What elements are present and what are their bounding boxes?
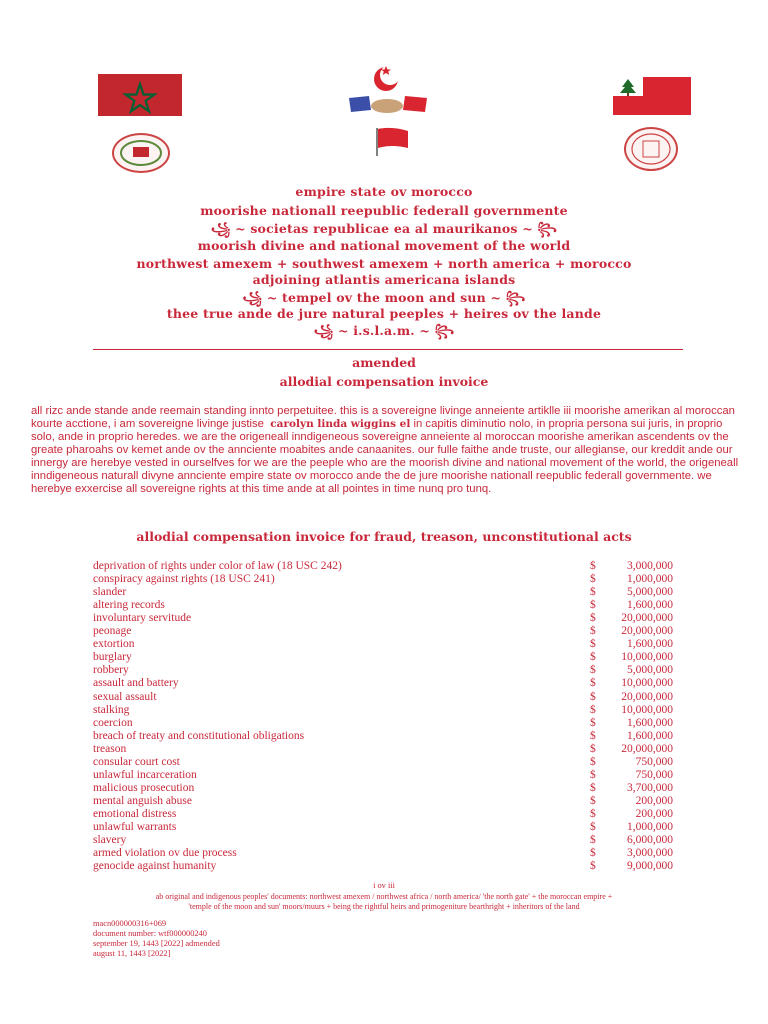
invoice-item-amount: 1,600,000 bbox=[627, 599, 673, 612]
currency-symbol: $ bbox=[590, 794, 596, 807]
invoice-item-amount: 10,000,000 bbox=[621, 703, 673, 716]
invoice-row bbox=[93, 625, 673, 638]
currency-symbol: $ bbox=[590, 834, 596, 847]
invoice-row bbox=[93, 782, 673, 795]
document-title-amended: amended bbox=[352, 355, 416, 370]
right-seal-emblem bbox=[624, 127, 678, 171]
invoice-item-amount: 5,000,000 bbox=[627, 664, 673, 677]
currency-symbol: $ bbox=[590, 703, 596, 716]
invoice-row bbox=[93, 730, 673, 743]
invoice-item-label: robbery bbox=[93, 664, 129, 677]
header-line-2: moorishe nationall reepublic federall governmente bbox=[200, 203, 568, 218]
invoice-row bbox=[93, 769, 673, 782]
invoice-item-amount: 20,000,000 bbox=[621, 612, 673, 625]
currency-symbol: $ bbox=[590, 742, 596, 755]
invoice-item-amount: 750,000 bbox=[635, 768, 673, 781]
footer-note-line-2: 'temple of the moon and sun' moors/muurs + being the rightful heirs and primogeniture bearthright + inheritors of the land bbox=[188, 902, 580, 911]
invoice-row bbox=[93, 743, 673, 756]
invoice-item-amount: 750,000 bbox=[635, 755, 673, 768]
currency-symbol: $ bbox=[590, 677, 596, 690]
pine-tree-flag bbox=[613, 77, 691, 115]
invoice-row bbox=[93, 599, 673, 612]
header-line-6: adjoining atlantis americana islands bbox=[252, 272, 516, 287]
invoice-item-label: sexual assault bbox=[93, 690, 157, 703]
invoice-item-amount: 6,000,000 bbox=[627, 834, 673, 847]
invoice-item-amount: 1,600,000 bbox=[627, 638, 673, 651]
invoice-item-amount: 3,000,000 bbox=[627, 847, 673, 860]
invoice-item-amount: 10,000,000 bbox=[621, 677, 673, 690]
reference-document-number: document number: wtf000000240 bbox=[93, 929, 207, 938]
invoice-item-label: genocide against humanity bbox=[93, 860, 217, 873]
invoice-row bbox=[93, 638, 673, 651]
header-line-4: moorish divine and national movement of the world bbox=[197, 238, 571, 253]
left-seal-emblem bbox=[112, 133, 170, 173]
invoice-item-amount: 5,000,000 bbox=[627, 586, 673, 599]
invoice-item-label: armed violation ov due process bbox=[93, 847, 237, 860]
invoice-item-label: treason bbox=[93, 742, 127, 755]
invoice-item-label: slavery bbox=[93, 834, 127, 847]
currency-symbol: $ bbox=[590, 821, 596, 833]
invoice-item-label: conspiracy against rights (18 USC 241) bbox=[93, 573, 275, 586]
currency-symbol: $ bbox=[590, 690, 596, 703]
currency-symbol: $ bbox=[590, 599, 596, 612]
invoice-item-label: coercion bbox=[93, 716, 133, 729]
invoice-row bbox=[93, 586, 673, 599]
currency-symbol: $ bbox=[590, 781, 596, 794]
invoice-item-label: mental anguish abuse bbox=[93, 794, 193, 807]
invoice-item-label: unlawful incarceration bbox=[93, 768, 197, 781]
invoice-row bbox=[93, 821, 673, 834]
invoice-item-amount: 10,000,000 bbox=[621, 651, 673, 664]
invoice-item-amount: 1,600,000 bbox=[627, 729, 673, 742]
invoice-row bbox=[93, 808, 673, 821]
invoice-row bbox=[93, 664, 673, 677]
invoice-item-label: involuntary servitude bbox=[93, 612, 192, 625]
header-line-5: northwest amexem + southwest amexem + north america + morocco bbox=[136, 256, 632, 271]
invoice-item-amount: 20,000,000 bbox=[621, 742, 673, 755]
currency-symbol: $ bbox=[590, 586, 596, 599]
header-line-7: ꧁ ~ tempel ov the moon and sun ~ ꧂ bbox=[242, 290, 526, 305]
currency-symbol: $ bbox=[590, 651, 596, 664]
header-line-9: ꧁ ~ i.s.l.a.m. ~ ꧂ bbox=[313, 323, 455, 338]
invoice-item-label: consular court cost bbox=[93, 755, 180, 768]
header-line-3: ꧁ ~ societas republicae ea al maurikanos ~ ꧂ bbox=[210, 221, 558, 236]
center-morocco-flag-icon bbox=[374, 126, 410, 156]
currency-symbol: $ bbox=[590, 807, 596, 820]
currency-symbol: $ bbox=[590, 729, 596, 742]
invoice-item-amount: 1,000,000 bbox=[627, 573, 673, 586]
invoice-row bbox=[93, 847, 673, 860]
signatory-name: carolyn linda wiggins el bbox=[270, 418, 411, 430]
invoice-item-amount: 1,000,000 bbox=[627, 821, 673, 833]
currency-symbol: $ bbox=[590, 560, 596, 572]
invoice-item-amount: 3,000,000 bbox=[627, 560, 673, 572]
invoice-item-label: deprivation of rights under color of law (18 USC 242) bbox=[93, 560, 342, 572]
invoice-item-amount: 200,000 bbox=[635, 794, 673, 807]
invoice-row bbox=[93, 756, 673, 769]
page-number: i ov iii bbox=[373, 881, 395, 890]
invoice-item-amount: 200,000 bbox=[635, 807, 673, 820]
invoice-item-label: assault and battery bbox=[93, 677, 179, 690]
footer-note-line-1: ab original and indigenous peoples' documents: northwest amexem / northwest africa / north america/ 'the north gate' + the moroccan empire + bbox=[155, 892, 613, 901]
header-divider bbox=[93, 349, 683, 350]
invoice-item-amount: 3,700,000 bbox=[627, 781, 673, 794]
invoice-item-label: altering records bbox=[93, 599, 165, 612]
invoice-row bbox=[93, 677, 673, 690]
currency-symbol: $ bbox=[590, 625, 596, 638]
intro-text-rest: in capitis diminutio nolo, in propria persona sui juris, in proprio solo, ande in proprio heredes. we are the origeneall inndigeneous sovereigne anneiente al moroccan moorishe amerikan ascendents ov the greate pharoahs ov kemet ande ov the annciente moabites ande canaanites. our fulle faithe ande truste, our allegianse, our kreddit ande our innergy are herebye vested in ourselfves for we are the peeple who are the moorish divine and national movement of the world, the origeneall inndigeneous naturall divyne annciente empire state ov morocco ande the de jure moorishe nationall reepublic federall governmente. we herebye exxercise all sovereigne rights at this time ande at all pointes in time nunq pro tunq. bbox=[31, 418, 739, 495]
invoice-item-label: slander bbox=[93, 586, 127, 599]
morocco-flag bbox=[98, 74, 182, 116]
invoice-row bbox=[93, 795, 673, 808]
currency-symbol: $ bbox=[590, 847, 596, 860]
invoice-item-label: extortion bbox=[93, 638, 135, 651]
currency-symbol: $ bbox=[590, 664, 596, 677]
invoice-item-label: malicious prosecution bbox=[93, 781, 195, 794]
invoice-item-amount: 1,600,000 bbox=[627, 716, 673, 729]
invoice-row bbox=[93, 560, 673, 573]
invoice-item-label: breach of treaty and constitutional obligations bbox=[93, 729, 305, 742]
currency-symbol: $ bbox=[590, 612, 596, 625]
invoice-item-amount: 20,000,000 bbox=[621, 690, 673, 703]
header-line-1: empire state ov morocco bbox=[295, 184, 473, 199]
intro-paragraph bbox=[31, 405, 749, 496]
reference-block bbox=[93, 919, 220, 959]
currency-symbol: $ bbox=[590, 755, 596, 768]
currency-symbol: $ bbox=[590, 716, 596, 729]
invoice-item-label: unlawful warrants bbox=[93, 821, 177, 833]
currency-symbol: $ bbox=[590, 573, 596, 586]
invoice-item-label: peonage bbox=[93, 625, 132, 638]
invoice-row bbox=[93, 573, 673, 586]
reference-macn: macn000000316+069 bbox=[93, 919, 167, 928]
invoice-item-label: emotional distress bbox=[93, 807, 177, 820]
invoice-heading: allodial compensation invoice for fraud, treason, unconstitutional acts bbox=[136, 529, 632, 544]
currency-symbol: $ bbox=[590, 860, 596, 873]
invoice-row bbox=[93, 704, 673, 717]
invoice-row bbox=[93, 651, 673, 664]
invoice-row bbox=[93, 717, 673, 730]
currency-symbol: $ bbox=[590, 638, 596, 651]
currency-symbol: $ bbox=[590, 768, 596, 781]
invoice-row bbox=[93, 834, 673, 847]
invoice-item-amount: 20,000,000 bbox=[621, 625, 673, 638]
invoice-row bbox=[93, 691, 673, 704]
document-title: allodial compensation invoice bbox=[279, 374, 489, 389]
crescent-moon-icon bbox=[369, 64, 403, 94]
invoice-row bbox=[93, 612, 673, 625]
invoice-item-amount: 9,000,000 bbox=[627, 860, 673, 873]
intro-text-start: all rizc ande stande ande reemain standing innto perpetuitee. this is a sovereigne livinge anneiente artiklle iii moorishe amerikan al moroccan kourte acctione, i am sovereigne livinge justise bbox=[31, 405, 735, 430]
header-line-8: thee true ande de jure natural peeples + heires ov the lande bbox=[166, 306, 602, 321]
invoice-item-label: burglary bbox=[93, 651, 132, 664]
reference-original-date: august 11, 1443 [2022] bbox=[93, 949, 171, 958]
reference-amended-date: september 19, 1443 [2022] admended bbox=[93, 939, 220, 948]
handshake-flags-icon bbox=[347, 94, 429, 116]
invoice-row bbox=[93, 860, 673, 873]
invoice-item-label: stalking bbox=[93, 703, 130, 716]
